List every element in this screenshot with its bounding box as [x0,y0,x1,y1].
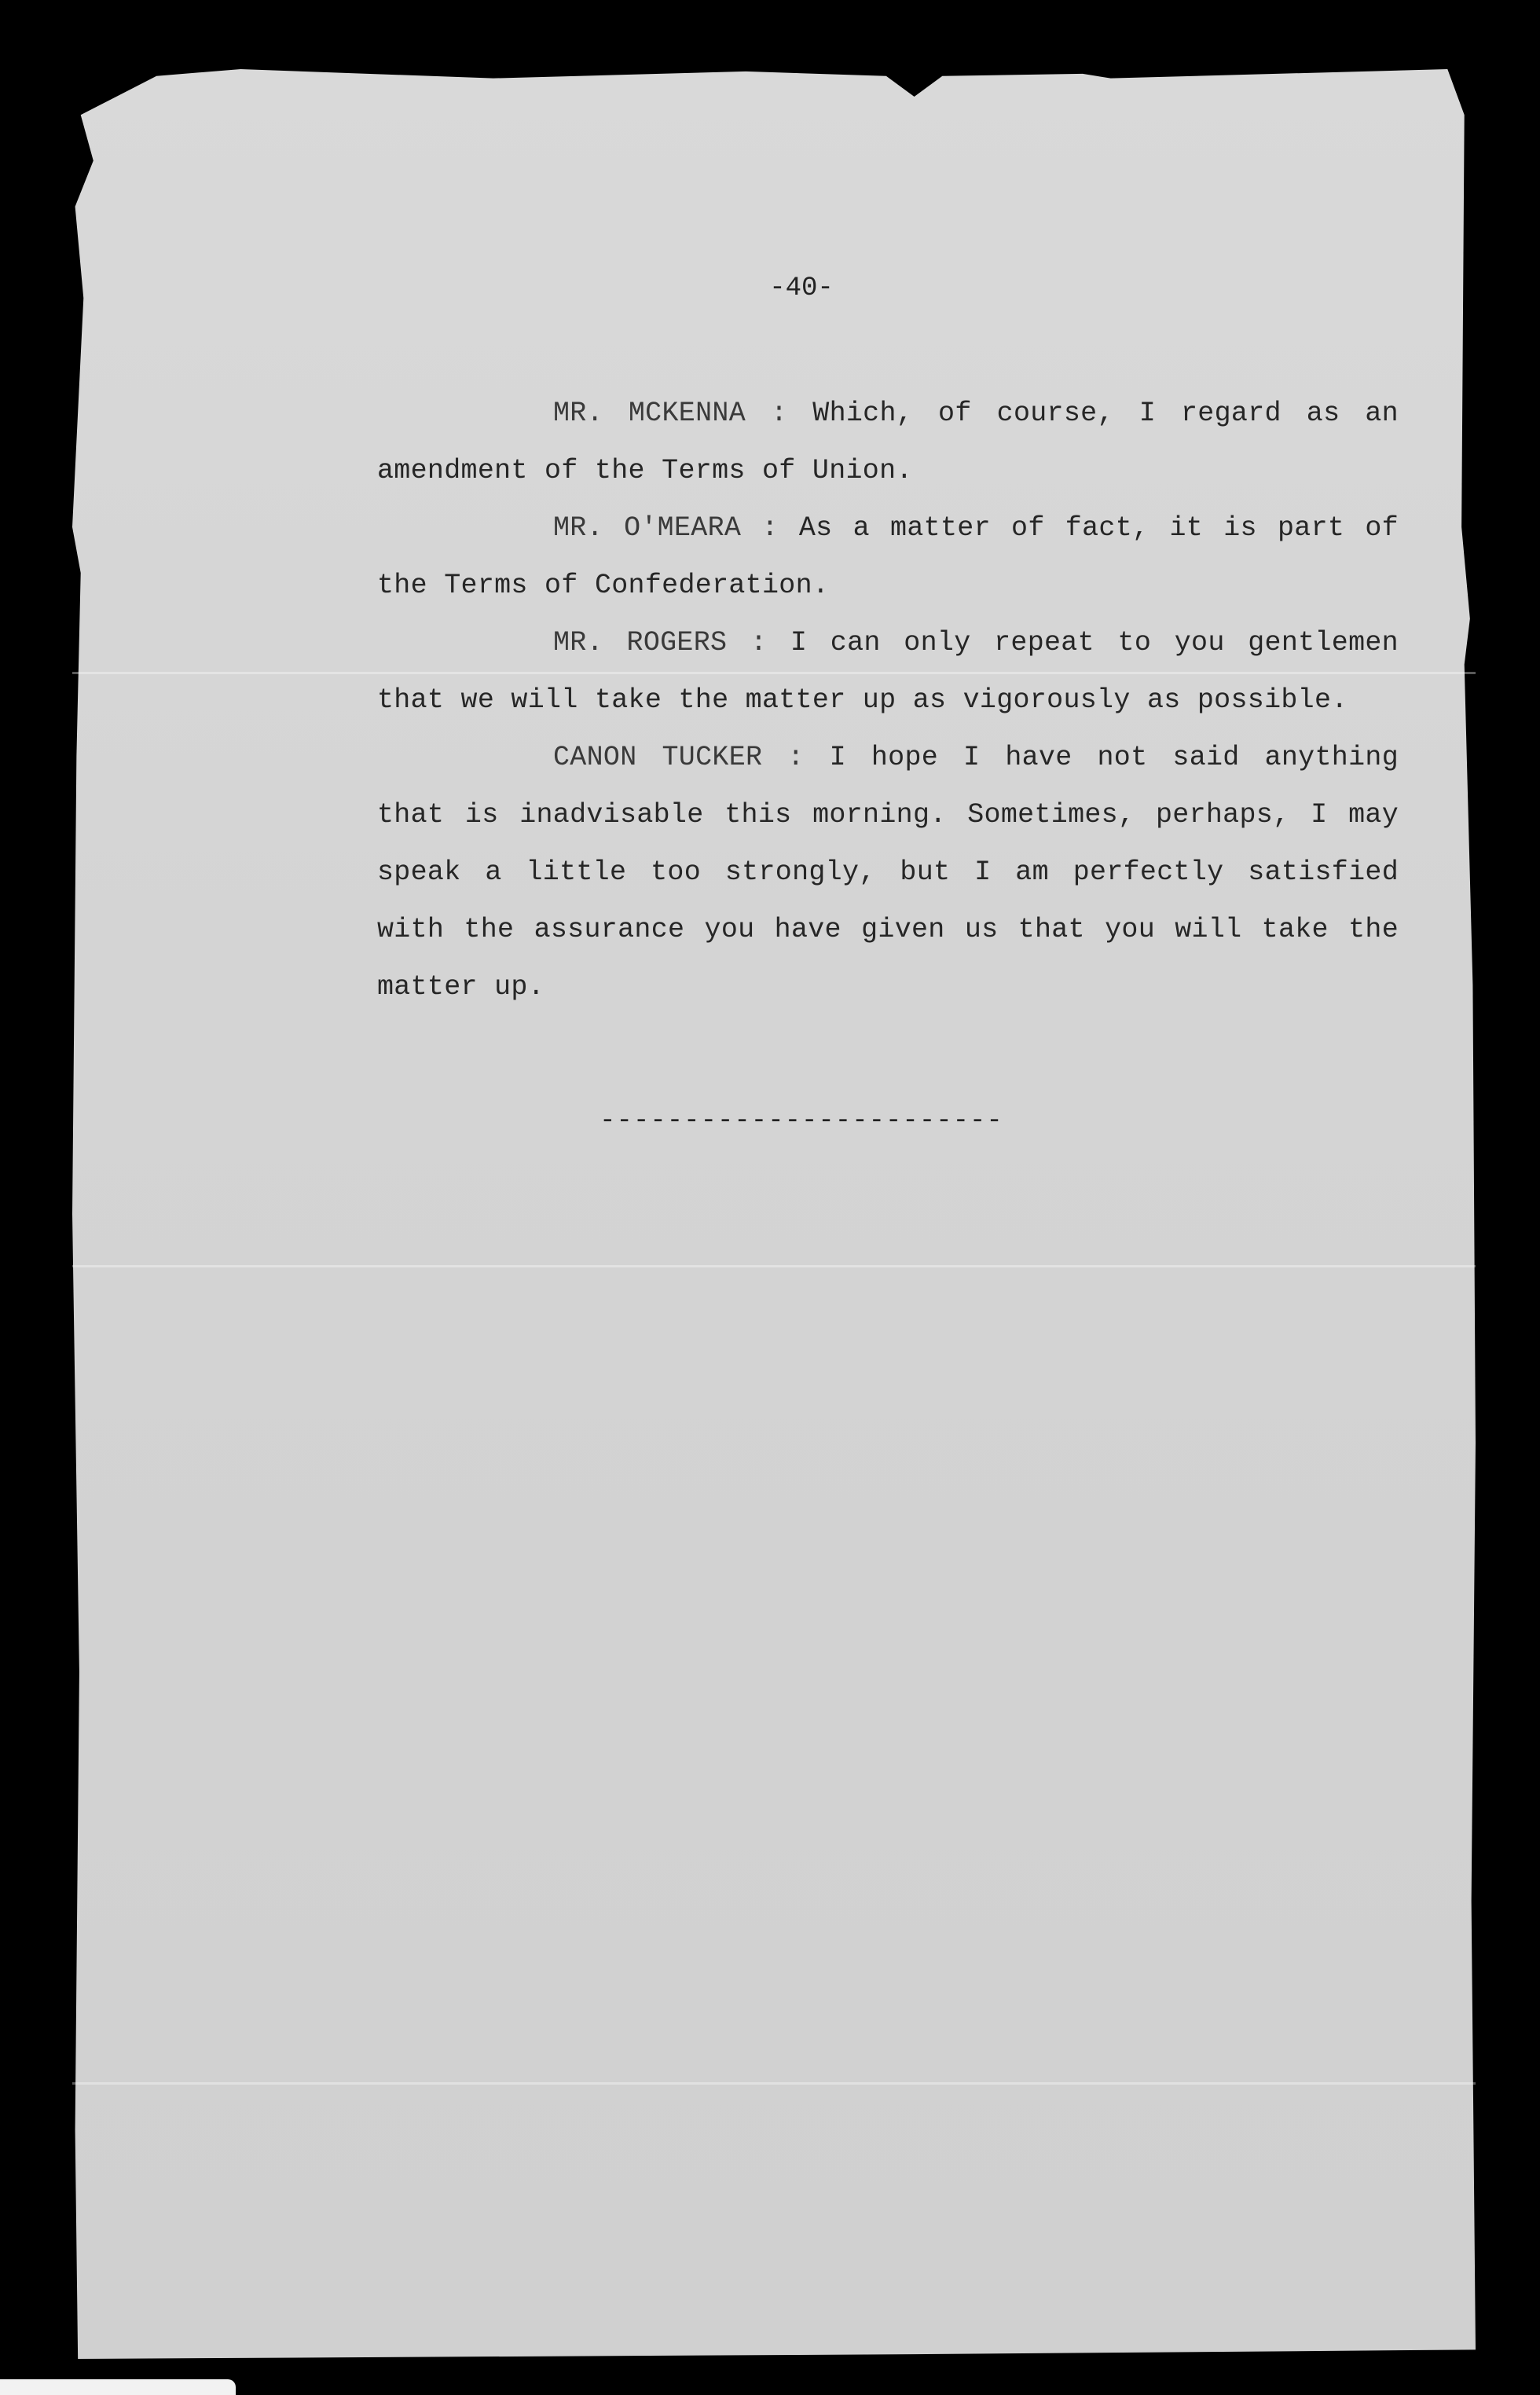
speaker-name: MR. MCKENNA : [553,398,788,429]
section-separator: ------------------------ [600,1106,1003,1136]
paper-crease [72,1265,1476,1267]
transcript-paragraph [377,729,1399,1016]
speaker-name: CANON TUCKER : [553,742,805,773]
speaker-name: MR. O'MEARA : [553,512,779,544]
transcript-paragraph [377,385,1399,500]
speech-text: I can only repeat to you gentlemen that we will take the matter up as vigorously as possible. [377,627,1399,716]
speech-text: As a matter of fact, it is part of the Terms of Confederation. [377,512,1399,601]
speaker-name: MR. ROGERS : [553,627,768,658]
paper-crease [72,2082,1476,2085]
speech-text: I hope I have not said anything that is inadvisable this morning. Sometimes, perhaps, I may speak a little too strongly, but I am perfectly satisfied with the assurance you have given us that you will take the matter up. [377,742,1399,1003]
film-tab [0,2379,236,2395]
page-number: -40- [769,273,834,303]
transcript-paragraph [377,500,1399,614]
transcript-paragraph [377,614,1399,729]
speech-text: Which, of course, I regard as an amendment of the Terms of Union. [377,398,1399,486]
transcript-body [377,385,1399,1016]
